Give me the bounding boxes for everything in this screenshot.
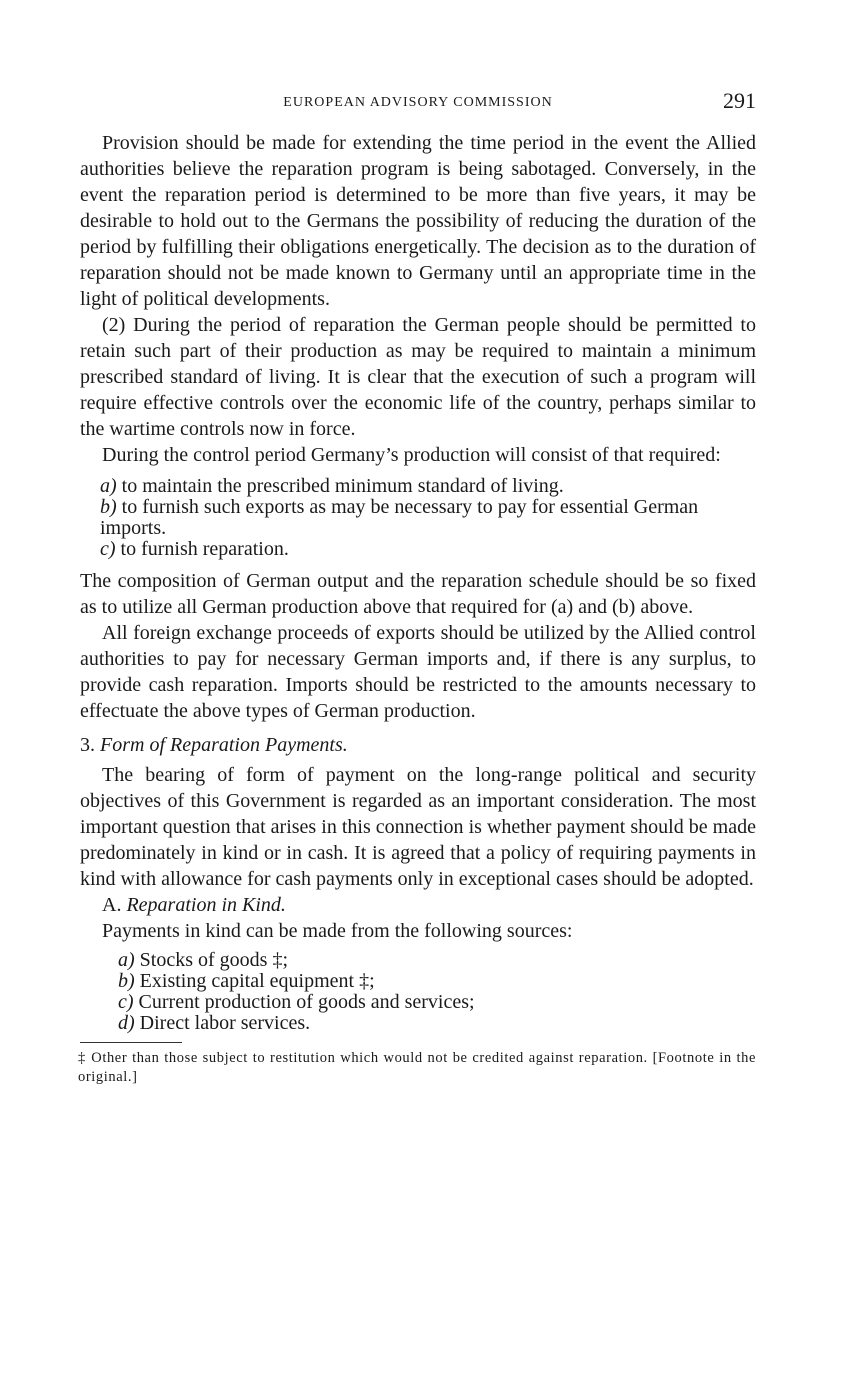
- list-marker: c): [100, 538, 116, 560]
- list-item: [80, 497, 756, 539]
- list-marker: a): [118, 949, 135, 971]
- list-marker: b): [118, 970, 135, 992]
- list-item-text: Existing capital equipment ‡;: [139, 970, 375, 992]
- list-marker: b): [100, 496, 117, 518]
- list-item-text: Stocks of goods ‡;: [139, 949, 289, 971]
- paragraph-time-extension: Provision should be made for extending the time period in the event the Allied authorities believe the reparation program is being sabotaged. Conversely, in the event the reparation period is determined to be more than five years, it may be desirable to hold out to the Germans the possibility of reducing the duration of the period by fulfilling their obligations energetically. The decision as to the duration of reparation should not be made known to Germany until an appropriate time in the light of political developments.: [80, 132, 756, 310]
- running-title: EUROPEAN ADVISORY COMMISSION: [283, 95, 553, 110]
- list-item-text: to maintain the prescribed minimum standard of living.: [121, 475, 564, 497]
- list-item: [118, 1013, 756, 1034]
- section-title: Form of Reparation Payments.: [100, 734, 348, 756]
- list-marker: a): [100, 475, 117, 497]
- footnote-divider: [80, 1042, 182, 1043]
- running-header: [80, 88, 756, 118]
- list-item: [118, 971, 756, 992]
- list-item: [80, 476, 756, 497]
- paragraph-form-of-payment: The bearing of form of payment on the long-range political and security objectives of this Government is regarded as an important consideration. The most important question that arises in this connection is whether payment should be made predominately in kind or in cash. It is agreed that a policy of requiring payments in kind with allowance for cash payments only in exceptional cases should be adopted.: [80, 764, 756, 890]
- list-item-text: to furnish reparation.: [120, 538, 289, 560]
- section-heading: [80, 732, 756, 758]
- required-production-list: [80, 476, 756, 560]
- document-page: [80, 88, 756, 1087]
- subsection-title: Reparation in Kind.: [126, 894, 286, 916]
- paragraph-output-composition: The composition of German output and the reparation schedule should be so fixed as to utilize all German production above that required for (a) and (b) above.: [80, 570, 756, 618]
- subsection-heading: [80, 892, 756, 918]
- list-marker: c): [118, 991, 134, 1013]
- subsection-letter: A.: [102, 894, 122, 916]
- list-marker: d): [118, 1012, 135, 1034]
- list-item: [118, 950, 756, 971]
- list-item-text: Direct labor services.: [139, 1012, 311, 1034]
- payment-sources-list: [80, 950, 756, 1034]
- paragraph-retained-production: (2) During the period of reparation the German people should be permitted to retain such part of their production as may be required to maintain a minimum prescribed standard of living. It is clear that the execution of such a program will require effective controls over the economic life of the country, perhaps similar to the wartime controls now in force.: [80, 314, 756, 440]
- paragraph-sources-intro: Payments in kind can be made from the following sources:: [102, 920, 573, 942]
- list-item-text: to furnish such exports as may be necessary to pay for essential German imports.: [100, 496, 699, 539]
- footnote: ‡ Other than those subject to restitution which would not be credited against reparation. [Footnote in the original.]: [78, 1050, 756, 1085]
- paragraph-foreign-exchange: All foreign exchange proceeds of exports should be utilized by the Allied control authorities to pay for necessary German imports and, if there is any surplus, to provide cash reparation. Imports should be restricted to the amounts necessary to effectuate the above types of German production.: [80, 622, 756, 722]
- section-number: 3.: [80, 734, 95, 756]
- page-number: 291: [723, 88, 756, 113]
- list-item: [118, 992, 756, 1013]
- paragraph-control-period: During the control period Germany’s production will consist of that required:: [102, 444, 721, 466]
- list-item-text: Current production of goods and services;: [138, 991, 475, 1013]
- list-item: [80, 539, 756, 560]
